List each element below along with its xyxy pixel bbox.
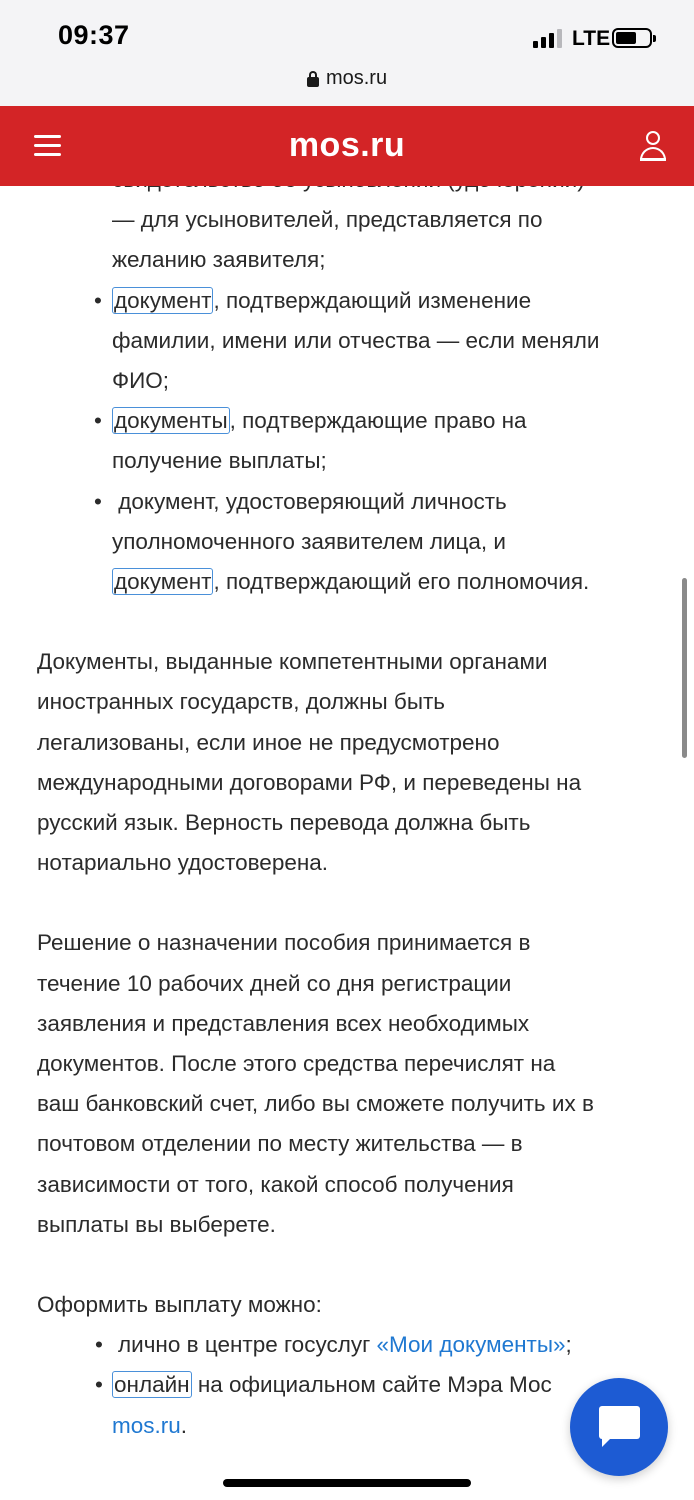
bullet: • [94,287,102,313]
online-link[interactable]: онлайн [114,1372,190,1398]
list-item: • онлайн на официальном сайте Мэра Мос mos.ru. [0,1365,694,1445]
apply-heading: Оформить выплату можно: [37,1292,322,1318]
battery-icon [612,28,652,48]
site-logo-title[interactable]: mos.ru [288,126,406,164]
signal-icon [533,28,565,48]
browser-url-bar[interactable] [0,62,694,106]
status-bar [0,0,694,62]
scrollbar[interactable] [682,578,687,758]
list-item: • документ, удостоверяющий личность уполномоченного заявителем лица, и документ, подтверждающий его полномочия. [0,482,694,603]
documents-list [0,160,694,602]
my-documents-link[interactable]: «Мои документы» [376,1332,566,1358]
chat-icon [599,1406,640,1444]
list-item: • лично в центре госуслуг «Мои документы»; [0,1325,694,1365]
decision-paragraph: Решение о назначении пособия принимается в течение 10 рабочих дней со дня регистрации заявления и представления всех необходимых документов. После этого средства перечислят на ваш банковский счет, либо вы сможете получить их в почтовом отделении по месту жительства — в зависимости от того, какой способ получения выплаты вы выберете. [37,930,594,1237]
home-indicator[interactable] [223,1479,471,1487]
article-content [0,160,694,1446]
list-item: • документы, подтверждающие право на получение выплаты; [0,401,694,481]
bullet: • [95,1372,103,1398]
bullet: • [94,488,102,514]
mos-ru-link[interactable]: mos.ru [112,1412,181,1438]
bullet: • [95,1332,103,1358]
documents-link[interactable]: документы [114,408,228,434]
document-link[interactable]: документ [114,569,212,595]
network-label: LTE [572,27,611,50]
url-text[interactable]: mos.ru [325,67,388,89]
site-header [0,106,694,186]
user-icon[interactable] [640,131,666,161]
lock-icon [307,71,319,87]
list-item: • документ, подтверждающий изменение фамилии, имени или отчества — если меняли ФИО; [0,281,694,402]
document-link[interactable]: документ [114,287,212,313]
legalization-paragraph: Документы, выданные компетентными органами иностранных государств, должны быть легализованы, если иное не предусмотрено международными договорами РФ, и переведены на русский язык. Верность перевода должна быть нотариально удостоверена. [37,649,582,876]
chat-button[interactable] [570,1378,668,1476]
bullet: • [94,408,102,434]
list-item: — для усыновителей, представляется по желанию заявителя; [112,207,543,273]
status-time: 09:37 [58,20,130,50]
